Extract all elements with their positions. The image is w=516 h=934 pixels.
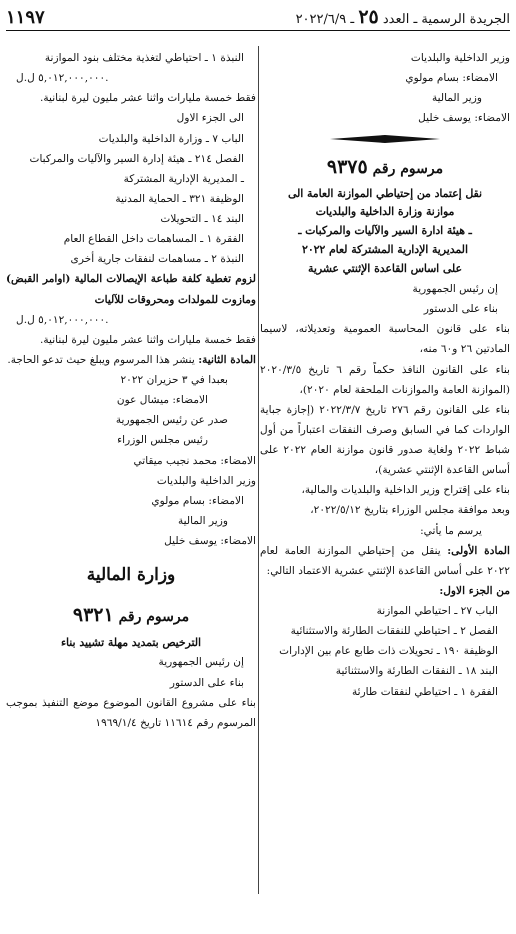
legal-basis-paragraph: بناء على القانون رقم ٢٧٦ تاريخ ٢٠٢٢/٣/٧ (إجازة جباية الواردات كما في السابق وصرف النفقات اعتباراً من أول شباط ٢٠٢٢ ولغاية صدور قانون موازنة العام ٢٠٢٢ على أساس القاعدة الإثنتي عشرية)، — [260, 403, 510, 477]
pm-title: رئيس مجلس الوزراء — [117, 434, 208, 447]
budget-item: الفقرة ١ ـ احتياطي لنفقات طارئة — [351, 685, 498, 698]
budget-item: الفصل ٢١٤ ـ هيئة إدارة السير والآليات والمركبات — [29, 152, 244, 165]
page-number: ١١٩٧ — [6, 6, 45, 28]
decree-heading — [6, 597, 256, 633]
legal-basis-paragraph: بناء على القانون النافذ حكماً رقم ٦ تاريخ ٢٠٢٠/٣/٥ (الموازنة العامة والموازنات الملحقة لعام ٢٠٢٠)، — [260, 363, 510, 396]
constitution-line: بناء على الدستور — [169, 676, 244, 689]
budget-item: النبذة ٢ ـ مساهمات لنفقات جارية أخرى — [70, 253, 244, 266]
constitution-line: بناء على الدستور — [423, 303, 498, 316]
legal-basis-paragraph: وبعد موافقة مجلس الوزراء بتاريخ ٢٠٢٢/٥/١٢، — [310, 504, 510, 517]
decree-heading — [260, 149, 510, 185]
budget-item: الباب ٧ ـ وزارة الداخلية والبلديات — [98, 132, 244, 145]
signature-interior: الامضاء: بسام مولوي — [405, 72, 498, 85]
signature-finance: الامضاء: يوسف خليل — [164, 535, 256, 547]
decree-number: ٩٣٢١ — [72, 604, 114, 627]
ministry-heading: وزارة المالية — [86, 565, 176, 586]
section-divider — [260, 135, 510, 143]
legal-basis-paragraph: بناء على قانون المحاسبة العمومية وتعديلاته، لاسيما المادتين ٢٦ و٦٠ منه، — [260, 323, 510, 356]
decree-number: ٩٣٧٥ — [326, 155, 368, 178]
article-one-text: ينقل من إحتياطي الموازنة العامة لعام ٢٠٢٢ على أساس القاعدة الإثنتي عشرية الاعتماد التالي: — [260, 544, 510, 577]
president-line: إن رئيس الجمهورية — [158, 656, 244, 669]
subject-line: المديرية الإدارية المشتركة لعام ٢٠٢٢ — [302, 243, 468, 257]
issue-number: ٢٥ — [358, 6, 379, 28]
gazette-name: الجريدة الرسمية ـ العدد — [382, 12, 510, 27]
article-two-text: ينشر هذا المرسوم ويبلغ حيث تدعو الحاجة. — [7, 353, 195, 366]
amount-figure: ٥,٠١٢,٠٠٠,٠٠٠ ل.ل. — [16, 72, 109, 85]
amount-figure: ٥,٠١٢,٠٠٠,٠٠٠ ل.ل. — [16, 313, 109, 326]
signature-pm: الامضاء: محمد نجيب ميقاتي — [133, 454, 256, 467]
minister-finance-title: وزير المالية — [431, 92, 482, 105]
amount-in-words: فقط خمسة مليارات واثنا عشر مليون ليرة لبنانية. — [39, 92, 256, 105]
purpose-line: لزوم تغطية كلفة طباعة الإيصالات المالية (اوامر القبض) ومازوت للمولدات ومحروقات للآليات — [6, 273, 256, 306]
president-line: إن رئيس الجمهورية — [412, 283, 498, 296]
gazette-title: الجريدة الرسمية ـ العدد ٢٥ ـ ٢٠٢٢/٦/٩ — [295, 6, 510, 28]
budget-item: ـ المديرية الإدارية المشتركة — [123, 172, 244, 185]
to-part-heading: الى الجزء الاول — [176, 112, 244, 125]
legal-basis-paragraph: بناء على إقتراح وزير الداخلية والبلديات والمالية، — [301, 484, 510, 497]
minister-interior-title: وزير الداخلية والبلديات — [410, 52, 510, 64]
budget-item: البند ١٤ ـ التحويلات — [160, 213, 244, 225]
decree-subject — [260, 185, 510, 279]
budget-item: الباب ٢٧ ـ احتياطي الموازنة — [376, 605, 498, 618]
right-column — [260, 48, 510, 930]
issue-date: ٢٠٢٢/٦/٩ — [295, 12, 347, 27]
legal-basis-paragraph: بناء على مشروع القانون الموضوع موضع التنفيذ بموجب المرسوم رقم ١١٦١٤ تاريخ ١٩٦٩/١/٤ — [6, 696, 256, 729]
minister-interior-title: وزير الداخلية والبلديات — [156, 474, 256, 487]
budget-item: الفصل ٢ ـ احتياطي للنفقات الطارئة والاستثنائية — [290, 625, 498, 638]
article-two-label: المادة الثانية: — [198, 353, 256, 366]
part-one-heading: من الجزء الاول: — [439, 584, 510, 597]
subject-line: ـ هيئة ادارة السير والآليات والمركبات ـ — [298, 224, 472, 238]
signature-finance: الامضاء: يوسف خليل — [418, 112, 510, 125]
budget-item: الوظيفة ٣٢١ ـ الحماية المدنية — [115, 192, 244, 205]
subject-line: على اساس القاعدة الإثنتي عشرية — [308, 262, 462, 276]
issued-place-date: بعبدا في ٣ حزيران ٢٠٢٢ — [120, 374, 228, 386]
signature-president: الامضاء: ميشال عون — [116, 394, 208, 407]
decree-label: مرسوم رقم — [118, 609, 190, 626]
issued-by-line: صدر عن رئيس الجمهورية — [115, 414, 228, 427]
decree-label: مرسوم رقم — [372, 160, 444, 177]
budget-item: البند ١٨ ـ النفقات الطارئة والاستثنائية — [335, 665, 498, 678]
signature-interior: الامضاء: بسام مولوي — [151, 494, 244, 507]
subject-line: نقل إعتماد من إحتياطي الموازنة العامة الى — [287, 186, 483, 200]
minister-finance-title: وزير المالية — [177, 514, 228, 527]
budget-item: الفقرة ١ ـ المساهمات داخل القطاع العام — [63, 233, 244, 246]
amount-in-words: فقط خمسة مليارات واثنا عشر مليون ليرة لبنانية. — [39, 333, 256, 346]
decrees-line: يرسم ما يأتي: — [420, 524, 482, 537]
left-column — [6, 48, 256, 930]
subject-line: موازنة وزارة الداخلية والبلديات — [315, 205, 455, 219]
column-divider — [258, 46, 259, 894]
decree-subject: الترخيص بتمديد مهلة تشييد بناء — [60, 635, 202, 649]
budget-clause: النبذة ١ ـ احتياطي لتغذية مختلف بنود الموازنة — [44, 52, 244, 64]
article-two — [6, 350, 256, 370]
article-one — [260, 541, 510, 581]
budget-item: الوظيفة ١٩٠ ـ تحويلات ذات طابع عام بين الإدارات — [279, 645, 498, 658]
article-one-label: المادة الأولى: — [447, 544, 510, 557]
page-header — [6, 4, 510, 31]
